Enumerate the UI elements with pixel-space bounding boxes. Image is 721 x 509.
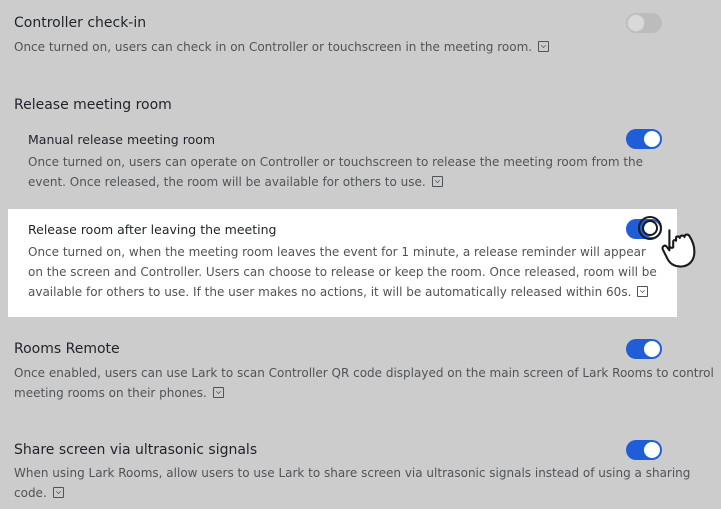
- manual-release-description: Once turned on, users can operate on Controller or touchscreen to release the meeting room from the event. Once released, the room will be available for others to use.: [28, 155, 644, 189]
- share-screen-description: When using Lark Rooms, allow users to use Lark to share screen via ultrasonic signals instead of using a sharing code.: [14, 466, 691, 500]
- help-icon[interactable]: [637, 286, 648, 297]
- toggle-knob: [644, 442, 660, 458]
- rooms-remote-description: Once enabled, users can use Lark to scan Controller QR code displayed on the main screen of Lark Rooms to control meeting rooms on their phones.: [14, 366, 714, 400]
- manual-release-toggle[interactable]: [626, 129, 662, 149]
- release-meeting-room-section-title: Release meeting room: [14, 97, 172, 113]
- auto-release-description: Once turned on, when the meeting room leaves the event for 1 minute, a release reminder will appear on the screen and Controller. Users can choose to release or keep the room. Once released, room will be available for others to use. If the user makes no actions, it will be automatically released within 60s.: [28, 245, 657, 299]
- help-icon[interactable]: [53, 487, 64, 498]
- share-screen-title: Share screen via ultrasonic signals: [14, 442, 258, 458]
- rooms-remote-toggle[interactable]: [626, 339, 662, 359]
- help-icon[interactable]: [213, 387, 224, 398]
- toggle-knob: [644, 341, 660, 357]
- toggle-knob: [628, 15, 644, 31]
- controller-checkin-toggle[interactable]: [626, 13, 662, 33]
- rooms-remote-title: Rooms Remote: [14, 341, 120, 357]
- controller-checkin-description: Once turned on, users can check in on Controller or touchscreen in the meeting room.: [14, 37, 549, 57]
- share-screen-toggle[interactable]: [626, 440, 662, 460]
- help-icon[interactable]: [432, 176, 443, 187]
- hand-pointer-cursor-icon: [636, 214, 708, 272]
- toggle-knob: [644, 131, 660, 147]
- auto-release-title: Release room after leaving the meeting: [28, 222, 277, 237]
- manual-release-title: Manual release meeting room: [28, 132, 216, 147]
- help-icon[interactable]: [538, 41, 549, 52]
- controller-checkin-title: Controller check-in: [14, 15, 147, 31]
